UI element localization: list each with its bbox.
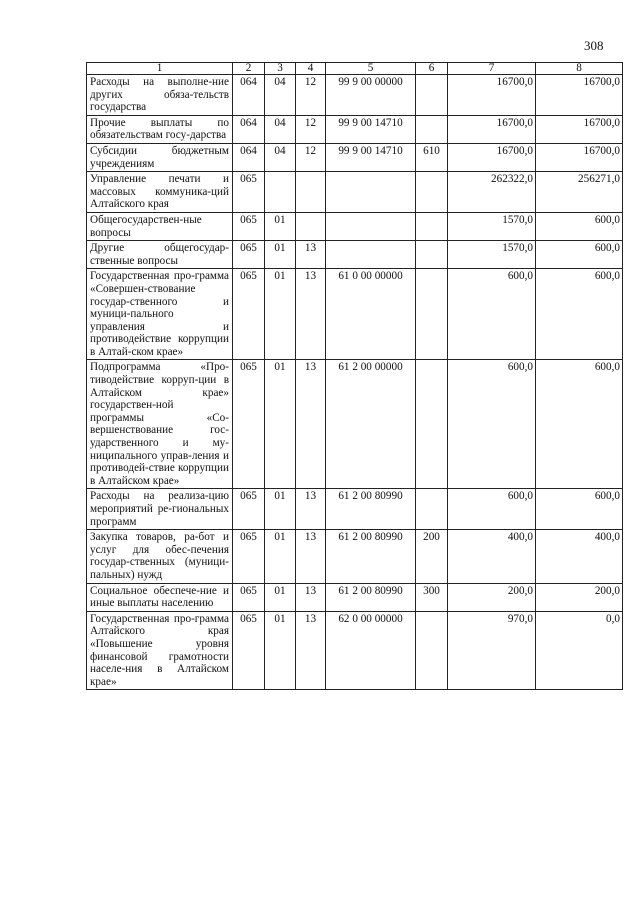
table-row (87, 143, 623, 171)
ministry-code-cell: 065 (233, 611, 265, 690)
amount-year2-cell: 600,0 (536, 212, 623, 240)
section-code-cell: 01 (265, 583, 296, 611)
expense-type-cell (416, 75, 448, 116)
section-code-cell: 01 (265, 269, 296, 360)
amount-year1-cell: 16700,0 (448, 115, 536, 143)
amount-year1-cell: 262322,0 (448, 172, 536, 213)
expense-name-cell: Другие общегосудар-ственные вопросы (87, 241, 233, 269)
ministry-code-cell: 065 (233, 212, 265, 240)
subsection-code-cell: 13 (296, 269, 326, 360)
amount-year1-cell: 16700,0 (448, 143, 536, 171)
ministry-code-cell: 065 (233, 269, 265, 360)
target-article-cell: 61 2 00 80990 (326, 530, 416, 583)
expense-type-cell (416, 172, 448, 213)
table-row (87, 611, 623, 690)
amount-year1-cell: 970,0 (448, 611, 536, 690)
ministry-code-cell: 065 (233, 489, 265, 530)
section-code-cell: 01 (265, 360, 296, 489)
ministry-code-cell: 065 (233, 360, 265, 489)
amount-year2-cell: 256271,0 (536, 172, 623, 213)
column-header: 7 (448, 63, 536, 75)
column-header: 4 (296, 63, 326, 75)
target-article-cell: 99 9 00 00000 (326, 75, 416, 116)
expense-name-cell: Расходы на выполне-ние других обяза-тельств государства (87, 75, 233, 116)
expense-type-cell (416, 489, 448, 530)
column-header: 6 (416, 63, 448, 75)
table-row (87, 489, 623, 530)
column-header: 5 (326, 63, 416, 75)
ministry-code-cell: 065 (233, 241, 265, 269)
expense-name-cell: Управление печати и массовых коммуника-ций Алтайского края (87, 172, 233, 213)
column-header: 1 (87, 63, 233, 75)
target-article-cell: 99 9 00 14710 (326, 115, 416, 143)
amount-year1-cell: 200,0 (448, 583, 536, 611)
expense-type-cell (416, 115, 448, 143)
amount-year1-cell: 16700,0 (448, 75, 536, 116)
section-code-cell (265, 172, 296, 213)
subsection-code-cell: 13 (296, 241, 326, 269)
ministry-code-cell: 064 (233, 143, 265, 171)
subsection-code-cell: 12 (296, 143, 326, 171)
ministry-code-cell: 065 (233, 583, 265, 611)
subsection-code-cell (296, 172, 326, 213)
amount-year2-cell: 16700,0 (536, 115, 623, 143)
subsection-code-cell: 13 (296, 360, 326, 489)
expense-name-cell: Закупка товаров, ра-бот и услуг для обес-печения государ-ственных (муници-пальных) нужд (87, 530, 233, 583)
expense-type-cell: 610 (416, 143, 448, 171)
column-header: 8 (536, 63, 623, 75)
column-header: 3 (265, 63, 296, 75)
expense-name-cell: Общегосударствен-ные вопросы (87, 212, 233, 240)
target-article-cell: 62 0 00 00000 (326, 611, 416, 690)
table-row (87, 75, 623, 116)
section-code-cell: 01 (265, 489, 296, 530)
section-code-cell: 01 (265, 241, 296, 269)
amount-year1-cell: 1570,0 (448, 212, 536, 240)
ministry-code-cell: 065 (233, 530, 265, 583)
amount-year1-cell: 400,0 (448, 530, 536, 583)
table-row (87, 115, 623, 143)
target-article-cell: 61 2 00 80990 (326, 489, 416, 530)
table-row (87, 241, 623, 269)
amount-year2-cell: 16700,0 (536, 75, 623, 116)
column-header: 2 (233, 63, 265, 75)
amount-year2-cell: 600,0 (536, 241, 623, 269)
expense-name-cell: Государственная про-грамма «Совершен-ствование государ-ственного и муници-пального управления и противодействие коррупции в Алтай-ском крае» (87, 269, 233, 360)
table-row (87, 360, 623, 489)
ministry-code-cell: 065 (233, 172, 265, 213)
table-header-row (87, 63, 623, 75)
table-row (87, 583, 623, 611)
expense-type-cell (416, 241, 448, 269)
expense-type-cell: 200 (416, 530, 448, 583)
table-row (87, 212, 623, 240)
section-code-cell: 01 (265, 530, 296, 583)
amount-year2-cell: 0,0 (536, 611, 623, 690)
target-article-cell: 61 2 00 00000 (326, 360, 416, 489)
amount-year2-cell: 600,0 (536, 360, 623, 489)
subsection-code-cell: 12 (296, 115, 326, 143)
expense-type-cell: 300 (416, 583, 448, 611)
expense-type-cell (416, 212, 448, 240)
budget-table (86, 62, 623, 690)
target-article-cell: 61 0 00 00000 (326, 269, 416, 360)
subsection-code-cell: 13 (296, 489, 326, 530)
ministry-code-cell: 064 (233, 75, 265, 116)
subsection-code-cell: 13 (296, 611, 326, 690)
page-number: 308 (584, 38, 604, 53)
table-row (87, 172, 623, 213)
expense-name-cell: Расходы на реализа-цию мероприятий ре-гиональных программ (87, 489, 233, 530)
section-code-cell: 01 (265, 611, 296, 690)
amount-year1-cell: 1570,0 (448, 241, 536, 269)
target-article-cell (326, 212, 416, 240)
section-code-cell: 01 (265, 212, 296, 240)
expense-type-cell (416, 611, 448, 690)
target-article-cell: 61 2 00 80990 (326, 583, 416, 611)
expense-name-cell: Подпрограмма «Про-тиводействие корруп-ции в Алтайском крае» государствен-ной программы «Со-вершенствование гос-ударственного и му-ниципального управ-ления и противодей-ствие коррупции в Алтайском крае» (87, 360, 233, 489)
expense-name-cell: Прочие выплаты по обязательствам госу-дарства (87, 115, 233, 143)
amount-year1-cell: 600,0 (448, 489, 536, 530)
target-article-cell: 99 9 00 14710 (326, 143, 416, 171)
subsection-code-cell: 13 (296, 530, 326, 583)
amount-year1-cell: 600,0 (448, 360, 536, 489)
amount-year1-cell: 600,0 (448, 269, 536, 360)
amount-year2-cell: 400,0 (536, 530, 623, 583)
section-code-cell: 04 (265, 143, 296, 171)
amount-year2-cell: 16700,0 (536, 143, 623, 171)
expense-name-cell: Государственная про-грамма Алтайского края «Повышение уровня финансовой грамотности населе-ния в Алтайском крае» (87, 611, 233, 690)
expense-type-cell (416, 269, 448, 360)
target-article-cell (326, 172, 416, 213)
subsection-code-cell: 12 (296, 75, 326, 116)
subsection-code-cell (296, 212, 326, 240)
table-row (87, 269, 623, 360)
ministry-code-cell: 064 (233, 115, 265, 143)
expense-name-cell: Субсидии бюджетным учреждениям (87, 143, 233, 171)
section-code-cell: 04 (265, 75, 296, 116)
table-row (87, 530, 623, 583)
subsection-code-cell: 13 (296, 583, 326, 611)
target-article-cell (326, 241, 416, 269)
expense-name-cell: Социальное обеспече-ние и иные выплаты населению (87, 583, 233, 611)
amount-year2-cell: 600,0 (536, 269, 623, 360)
amount-year2-cell: 600,0 (536, 489, 623, 530)
section-code-cell: 04 (265, 115, 296, 143)
amount-year2-cell: 200,0 (536, 583, 623, 611)
expense-type-cell (416, 360, 448, 489)
